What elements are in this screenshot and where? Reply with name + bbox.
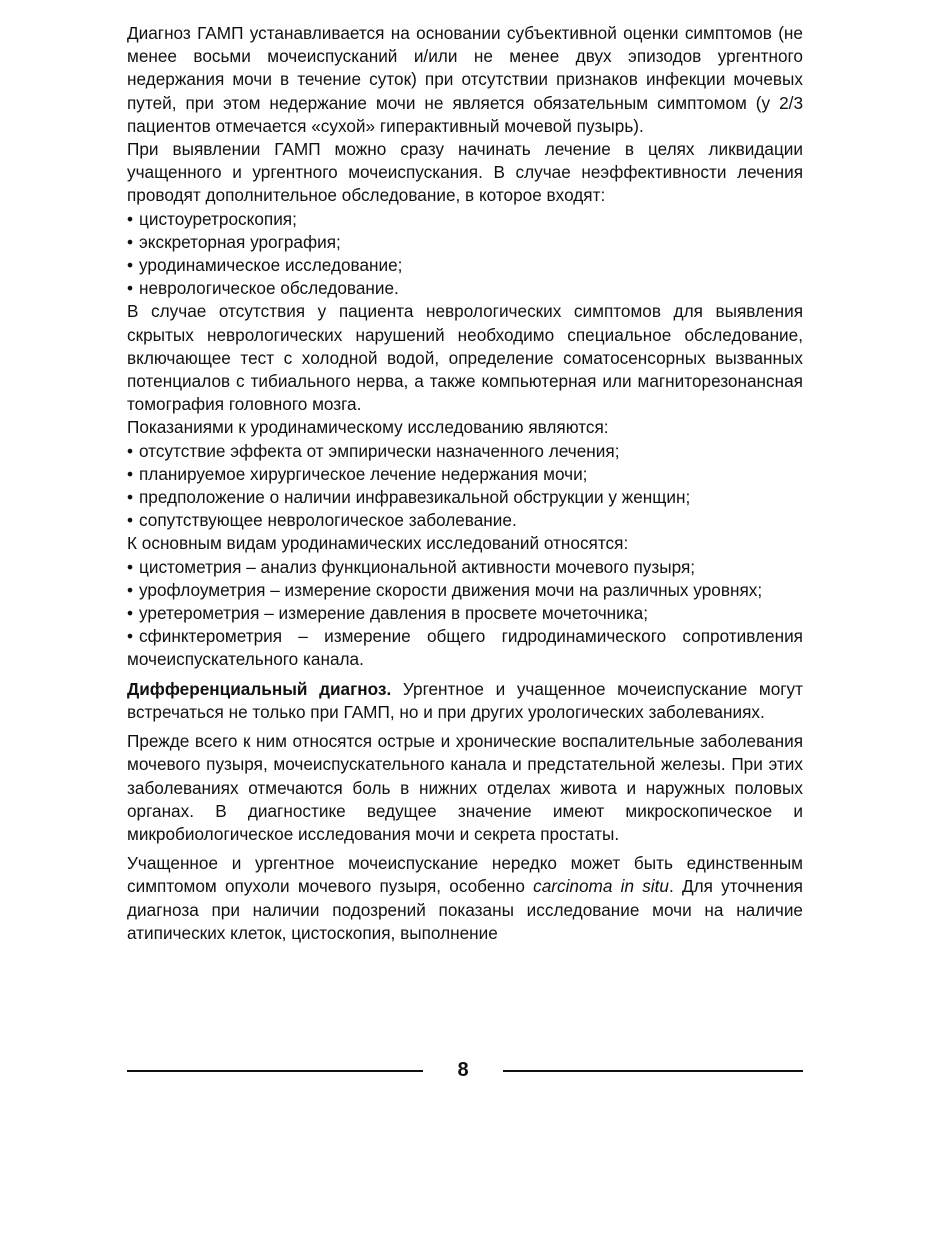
- list-item: • планируемое хирургическое лечение недержания мочи;: [127, 463, 803, 486]
- paragraph-inflammatory-diseases: Прежде всего к ним относятся острые и хронические воспалительные заболевания мочевого пузыря, мочеиспускательного канала и предстательной железы. При этих заболеваниях отмечаются боль в нижних отделах живота и наружных половых органах. В диагностике ведущее значение имеют микроскопическое и микробиологическое исследования мочи и секрета простаты.: [127, 731, 803, 844]
- paragraph-urodynamic-types: К основным видам уродинамических исследований относятся:: [127, 533, 629, 554]
- list-item: • отсутствие эффекта от эмпирически назначенного лечения;: [127, 440, 803, 463]
- list-urodynamic-indications: [127, 440, 803, 533]
- footer-rule-left: [127, 1070, 423, 1072]
- paragraph-text: . Для уточнения диагноза при наличии подозрений показаны исследование мочи на наличие атипических клеток, цистоскопия, выполнение: [127, 876, 803, 943]
- paragraph-bladder-tumor: [127, 852, 803, 945]
- list-additional-exams: [127, 208, 803, 301]
- list-item: • цистоуретроскопия;: [127, 208, 803, 231]
- list-urodynamic-types: [127, 556, 803, 672]
- paragraph-differential-diagnosis: [127, 678, 803, 724]
- list-item: • сопутствующее неврологическое заболевание.: [127, 509, 803, 532]
- page-number: 8: [457, 1059, 469, 1081]
- paragraph-text: Ургентное и учащенное мочеиспускание могут встречаться не только при ГАМП, но и при других урологических заболеваниях.: [127, 678, 804, 722]
- list-item: • предположение о наличии инфравезикальной обструкции у женщин;: [127, 486, 803, 509]
- paragraph-diagnosis-criteria: Диагноз ГАМП устанавливается на основании субъективной оценки симптомов (не менее восьми мочеиспусканий и/или не менее двух эпизодов ургентного недержания мочи в течение суток) при отсутствии признаков инфекции мочевых путей, при этом недержание мочи не является обязательным симптомом (у 2/3 пациентов отмечается «сухой» гиперактивный мочевой пузырь).: [127, 23, 803, 136]
- list-item: • уродинамическое исследование;: [127, 254, 803, 277]
- paragraph-text: Учащенное и ургентное мочеиспускание нередко может быть единственным симптомом опухоли мочевого пузыря, особенно: [127, 853, 803, 897]
- footer-rule-right: [503, 1070, 803, 1072]
- list-item: • цистометрия – анализ функциональной активности мочевого пузыря;: [127, 556, 803, 579]
- paragraph-urodynamic-indications: Показаниями к уродинамическому исследованию являются:: [127, 417, 609, 438]
- paragraph-treatment-start: При выявлении ГАМП можно сразу начинать лечение в целях ликвидации учащенного и ургентного мочеиспускания. В случае неэффективности лечения проводят дополнительное обследование, в которое входят:: [127, 139, 803, 206]
- section-heading: Дифференциальный диагноз.: [127, 678, 392, 699]
- paragraph-neurological-exam: В случае отсутствия у пациента неврологических симптомов для выявления скрытых неврологических нарушений необходимо специальное обследование, включающее тест с холодной водой, определение соматосенсорных вызванных потенциалов с тибиального нерва, а также компьютерная или магниторезонансная томография головного мозга.: [127, 301, 803, 415]
- page-footer: [127, 1057, 803, 1085]
- list-item: • уретерометрия – измерение давления в просвете мочеточника;: [127, 602, 803, 625]
- list-item: • сфинктерометрия – измерение общего гидродинамического сопротивления мочеиспускательного канала.: [127, 625, 803, 671]
- list-item: • урофлоуметрия – измерение скорости движения мочи на различных уровнях;: [127, 579, 803, 602]
- list-item: • экскреторная урография;: [127, 231, 803, 254]
- page-body: [127, 22, 803, 945]
- italic-term: carcinoma in situ: [533, 876, 669, 897]
- list-item: • неврологическое обследование.: [127, 277, 803, 300]
